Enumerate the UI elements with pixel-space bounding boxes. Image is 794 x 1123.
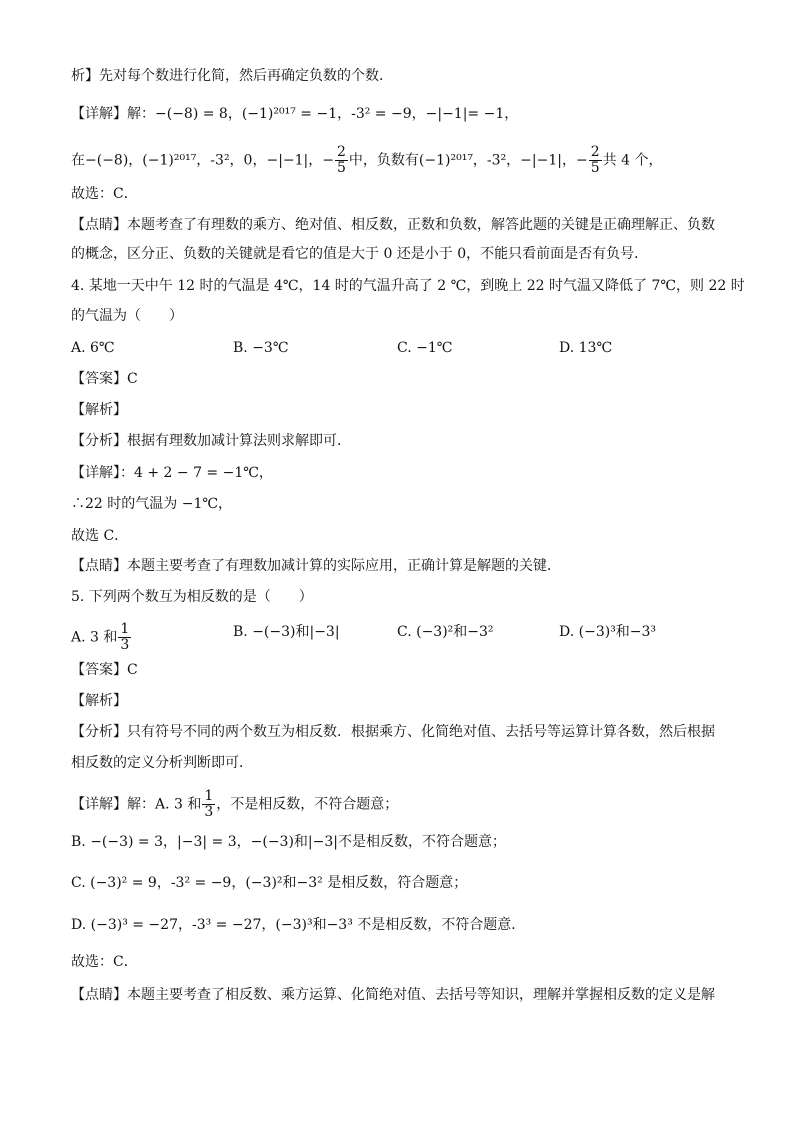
question-4-stem: 的气温为（ ） (71, 308, 183, 324)
text-line: 【详解】：4 + 2 − 7 = −1℃， (71, 465, 273, 481)
text-line: 【分析】只有符号不同的两个数互为相反数．根据乘方、化简绝对值、去括号等运算计算各数，然后根据 (71, 724, 715, 740)
fraction-numerator: 1 (204, 788, 214, 804)
text-line: ∴22 时的气温为 −1℃， (71, 496, 233, 512)
text-segment: 中，负数有(−1)²⁰¹⁷，-3²，−|−1|，− (348, 152, 588, 169)
answer-label: 【答案】C (71, 662, 138, 678)
option-c: C. −1℃ (397, 340, 453, 356)
text-segment: 【详解】解：A. 3 和 (71, 796, 202, 813)
fraction-denominator: 5 (590, 160, 600, 176)
fraction-numerator: 2 (590, 144, 600, 160)
text-line (71, 789, 731, 820)
text-line: C. (−3)² = 9，-3² = −9，(−3)²和−3² 是相反数，符合题意； (71, 875, 468, 891)
option-d: D. (−3)³和−3³ (559, 624, 657, 640)
fraction (118, 622, 131, 653)
fraction-denominator: 3 (204, 804, 214, 820)
analysis-label: 【解析】 (71, 402, 127, 418)
fraction (589, 145, 602, 176)
text-line: 的概念，区分正、负数的关键就是看它的值是大于 0 还是小于 0，不能只看前面是否有负号． (71, 246, 649, 262)
text-line: 故选：C． (71, 954, 138, 970)
text-line: B. −(−3) = 3，|−3| = 3，−(−3)和|−3|不是相反数，不符合题意； (71, 834, 506, 850)
analysis-label: 【解析】 (71, 693, 127, 709)
option-b: B. −3℃ (233, 340, 289, 356)
text-segment: ，不是相反数，不符合题意； (216, 796, 399, 813)
text-line: 故选 C． (71, 528, 129, 544)
text-line: 相反数的定义分析判断即可． (71, 755, 253, 771)
text-line (71, 145, 731, 176)
text-line: 【点睛】本题考查了有理数的乘方、绝对值、相反数，正数和负数，解答此题的关键是正确理解正、负数 (71, 217, 715, 233)
fraction-denominator: 5 (337, 160, 346, 176)
option-a (71, 622, 132, 653)
option-d: D. 13℃ (559, 340, 613, 356)
fraction (335, 145, 348, 176)
text-line: 析】先对每个数进行化简，然后再确定负数的个数． (71, 68, 393, 84)
option-a: A. 6℃ (71, 340, 115, 356)
text-segment: 在−(−8)，(−1)²⁰¹⁷，-3²，0，−|−1|，− (71, 152, 334, 169)
fraction-denominator: 3 (120, 637, 130, 653)
text-line: 【详解】解：−(−8) = 8，(−1)²⁰¹⁷ = −1，-3² = −9，−|−1|= −1， (71, 106, 519, 122)
text-line: 故选：C． (71, 186, 138, 202)
option-b: B. −(−3)和|−3| (233, 624, 340, 640)
text-line: 【分析】根据有理数加减计算法则求解即可． (71, 433, 351, 449)
fraction-numerator: 2 (337, 144, 346, 160)
fraction-numerator: 1 (120, 621, 130, 637)
option-a-text: A. 3 和 (71, 629, 118, 646)
answer-label: 【答案】C (71, 371, 138, 387)
fraction (202, 789, 215, 820)
text-line: 【点睛】本题主要考查了有理数加减计算的实际应用，正确计算是解题的关键． (71, 558, 561, 574)
text-segment: 共 4 个， (602, 152, 663, 169)
text-line: 【点睛】本题主要考查了相反数、乘方运算、化简绝对值、去括号等知识，理解并掌握相反数的定义是解 (71, 987, 715, 1003)
question-4-stem: 4. 某地一天中午 12 时的气温是 4℃，14 时的气温升高了 2 ℃，到晚上 22 时气温又降低了 7℃，则 22 时 (71, 278, 745, 294)
text-line: D. (−3)³ = −27，-3³ = −27，(−3)³和−3³ 不是相反数，不符合题意． (71, 917, 526, 933)
question-5-stem: 5. 下列两个数互为相反数的是（ ） (71, 589, 313, 605)
option-c: C. (−3)²和−3² (397, 624, 494, 640)
